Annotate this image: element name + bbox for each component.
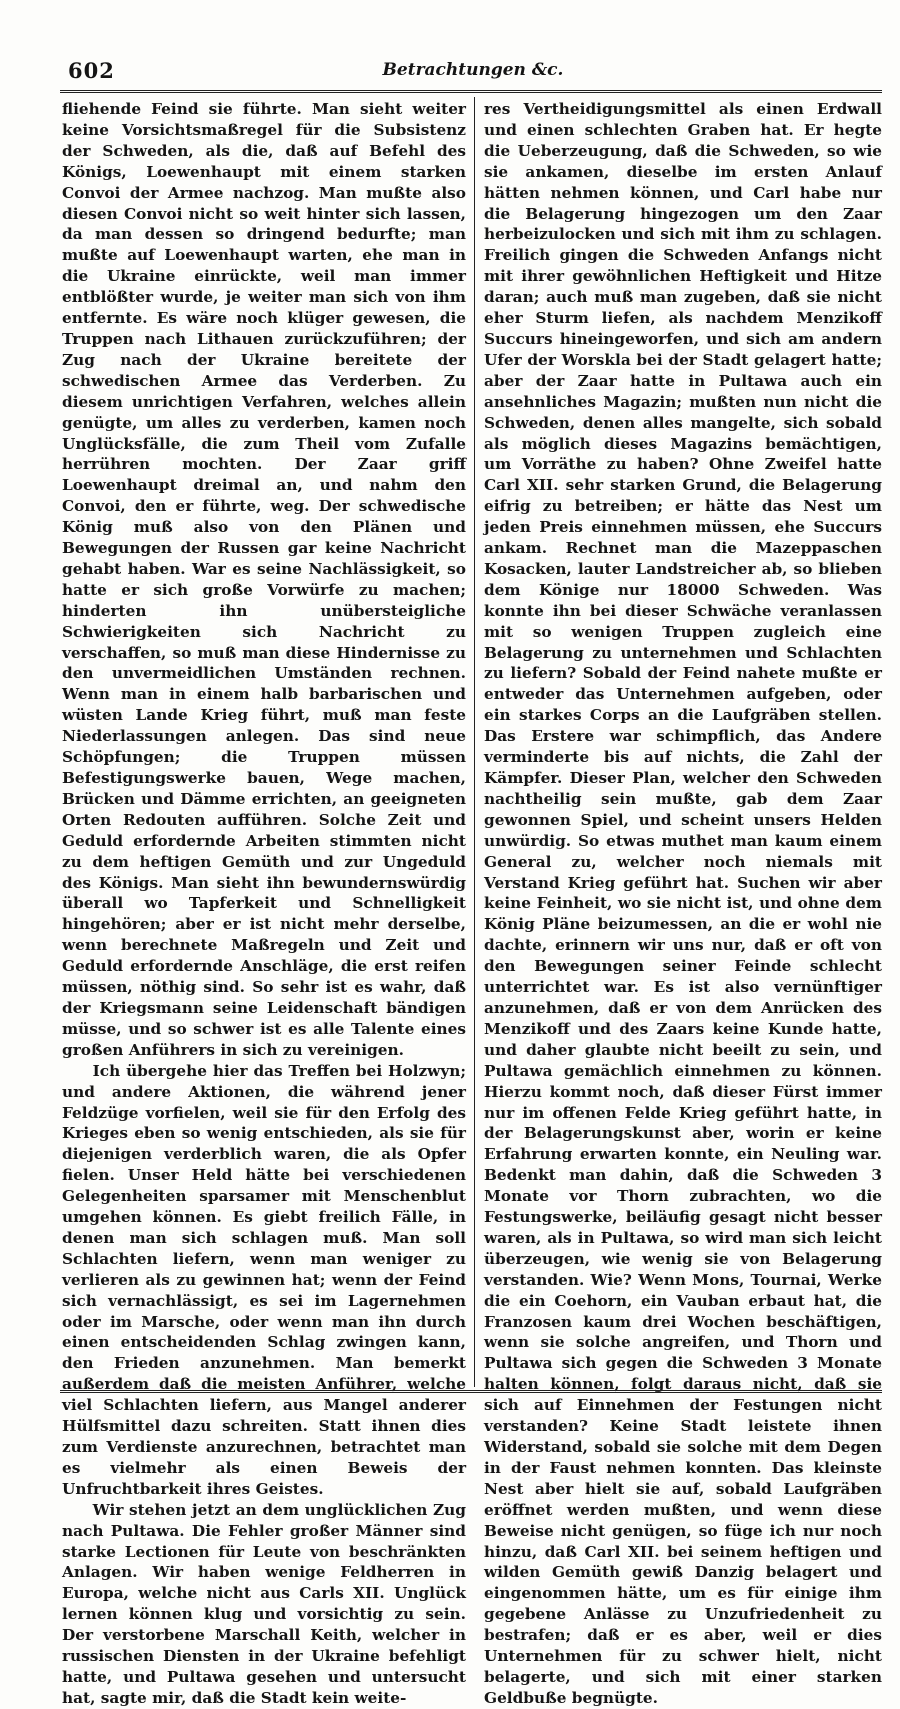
- footer-rule: [60, 1390, 882, 1393]
- left-paragraph-1: fliehende Feind sie führte. Man sieht weiter keine Vorsichtsmaßregel für die Subsistenz der Schweden, als die, daß auf Befehl des Königs, Loewenhaupt mit einem starken Convoi der Armee nachzog. Man mußte also diesen Convoi nicht so weit hinter sich lassen, da man dessen so dringend bedurfte; man mußte auf Loewenhaupt warten, ehe man in die Ukraine einrückte, weil man immer entblößter wurde, je weiter man sich von ihm entfernte. Es wäre noch klüger gewesen, die Truppen nach Lithauen zurückzuführen; der Zug nach der Ukraine bereitete der schwedischen Armee das Verderben. Zu diesem unrichtigen Verfahren, welches allein genügte, um alles zu verderben, kamen noch Unglücksfälle, die zum Theil vom Zufalle herrühren mochten. Der Zaar griff Loewenhaupt dreimal an, und nahm den Convoi, den er führte, weg. Der schwedische König muß also von den Plänen und Bewegungen der Russen gar keine Nachricht gehabt haben. War es seine Nachlässigkeit, so hatte er sich große Vorwürfe zu machen; hinderten ihn unübersteigliche Schwierigkeiten sich Nachricht zu verschaffen, so muß man diese Hindernisse zu den unvermeidlichen Umständen rechnen. Wenn man in einem halb barbarischen und wüsten Lande Krieg führt, muß man feste Niederlassungen anlegen. Das sind neue Schöpfungen; die Truppen müssen Befestigungswerke bauen, Wege machen, Brücken und Dämme errichten, an geeigneten Orten Redouten aufführen. Solche Zeit und Geduld erfordernde Arbeiten stimmten nicht zu dem heftigen Gemüth und zur Ungeduld des Königs. Man sieht ihn bewundernswürdig überall wo Tapferkeit und Schnelligkeit hingehören; aber er ist nicht mehr derselbe, wenn berechnete Maßregeln und Zeit und Geduld erfordernde Anschläge, die erst reifen müssen, nöthig sind. So sehr ist es wahr, daß der Kriegsmann seine Leidenschaft bändigen müsse, und so schwer ist es alle Talente eines großen Anführers in sich zu vereinigen.: [62, 100, 466, 1059]
- left-paragraph-2: Ich übergehe hier das Treffen bei Holzwyn; und andere Aktionen, die während jener Feldzüge vorfielen, weil sie für den Erfolg des Krieges eben so wenig entschieden, als sie für diejenigen verderblich waren, die als Opfer fielen. Unser Held hätte bei verschiedenen Gelegenheiten sparsamer mit Menschenblut umgehen können. Es giebt freilich Fälle, in denen man sich schlagen muß. Man soll Schlachten liefern, wenn man weniger zu verlieren als zu gewinnen hat; wenn der Feind sich vernachlässigt, es sei im Lagernehmen oder im Marsche, oder wenn man ihn durch einen entscheidenden Schlag zwingen kann, den Frieden anzunehmen. Man bemerkt außerdem daß die meisten Anführer, welche viel Schlachten liefern, aus Mangel anderer Hülfsmittel dazu schreiten. Statt ihnen dies zum Verdienste anzurechnen, betrachtet man es vielmehr als einen Beweis der Unfruchtbarkeit ihres Geistes.: [62, 1061, 466, 1498]
- column-divider: [474, 97, 475, 1387]
- header-rule: [60, 90, 882, 93]
- left-column: [62, 99, 466, 1709]
- left-paragraph-3: Wir stehen jetzt an dem unglücklichen Zug nach Pultawa. Die Fehler großer Männer sind starke Lectionen für Leute von beschränkten Anlagen. Wir haben wenige Feldherren in Europa, welche nicht aus Carls XII. Unglück lernen können klug und vorsichtig zu sein. Der verstorbene Marschall Keith, welcher in russischen Diensten in der Ukraine befehligt hatte, und Pultawa gesehen und untersucht hat, sagte mir, daß die Stadt kein weite-: [62, 1500, 466, 1707]
- right-column: [484, 99, 882, 1709]
- page-header: [68, 54, 878, 90]
- page-number: 602: [68, 58, 115, 83]
- right-paragraph-1: res Vertheidigungsmittel als einen Erdwall und einen schlechten Graben hat. Er hegte die Ueberzeugung, daß die Schweden, so wie sie ankamen, dieselbe im ersten Anlauf hätten nehmen können, und Carl habe nur die Belagerung hingezogen um den Zaar herbeizulocken und sich mit ihm zu schlagen. Freilich gingen die Schweden Anfangs nicht mit ihrer gewöhnlichen Heftigkeit und Hitze daran; auch muß man zugeben, daß sie nicht eher Sturm liefen, als nachdem Menzikoff Succurs hineingeworfen, und sich am andern Ufer der Worskla bei der Stadt gelagert hatte; aber der Zaar hatte in Pultawa auch ein ansehnliches Magazin; mußten nun nicht die Schweden, denen alles mangelte, sich sobald als möglich dieses Magazins bemächtigen, um Vorräthe zu haben? Ohne Zweifel hatte Carl XII. sehr starken Grund, die Belagerung eifrig zu betreiben; er hätte das Nest um jeden Preis einnehmen müssen, ehe Succurs ankam. Rechnet man die Mazeppaschen Kosacken, lauter Landstreicher ab, so blieben dem Könige nur 18000 Schweden. Was konnte ihn bei dieser Schwäche veranlassen mit so wenigen Truppen zugleich eine Belagerung zu unternehmen und Schlachten zu liefern? Sobald der Feind nahete mußte er entweder das Unternehmen aufgeben, oder ein starkes Corps an die Laufgräben stellen. Das Erstere war schimpflich, das Andere verminderte bis auf nichts, die Zahl der Kämpfer. Dieser Plan, welcher den Schweden nachtheilig sein mußte, gab dem Zaar gewonnen Spiel, und scheint unsers Helden unwürdig. So etwas muthet man kaum einem General zu, welcher noch niemals mit Verstand Krieg geführt hat. Suchen wir aber keine Feinheit, wo sie nicht ist, und ohne dem König Pläne beizumessen, an die er wohl nie dachte, erinnern wir uns nur, daß er oft von den Bewegungen seiner Feinde schlecht unterrichtet war. Es ist also vernünftiger anzunehmen, daß er von dem Anrücken des Menzikoff und des Zaars keine Kunde hatte, und daher glaubte nicht beeilt zu sein, und Pultawa gemächlich einnehmen zu können. Hierzu kommt noch, daß dieser Fürst immer nur im offenen Felde Krieg geführt hatte, in der Belagerungskunst aber, worin er keine Erfahrung erwarten konnte, ein Neuling war. Bedenkt man dahin, daß die Schweden 3 Monate vor Thorn zubrachten, wo die Festungswerke, beiläufig gesagt nicht besser waren, als in Pultawa, so wird man sich leicht überzeugen, wie wenig sie von Belagerung verstanden. Wie? Wenn Mons, Tournai, Werke die ein Coehorn, ein Vauban erbaut hat, die Franzosen kaum drei Wochen beschäftigen, wenn sie solche angreifen, und Thorn und Pultawa sich gegen die Schweden 3 Monate halten können, folgt daraus nicht, daß sie sich auf Einnehmen der Festungen nicht verstanden? Keine Stadt leistete ihnen Widerstand, sobald sie solche mit dem Degen in der Faust nehmen konnten. Das kleinste Nest aber hielt sie auf, sobald Laufgräben eröffnet werden mußten, und wenn diese Beweise nicht genügen, so füge ich nur noch hinzu, daß Carl XII. bei seinem heftigen und wilden Gemüth gewiß Danzig belagert und eingenommen hätte, um es für einige ihm gegebene Anlässe zu Unzufriedenheit zu bestrafen; daß er es aber, weil er dies Unternehmen für zu schwer hielt, nicht belagerte, und sich mit einer starken Geldbuße begnügte.: [484, 100, 882, 1707]
- running-head: Betrachtungen &c.: [382, 60, 564, 80]
